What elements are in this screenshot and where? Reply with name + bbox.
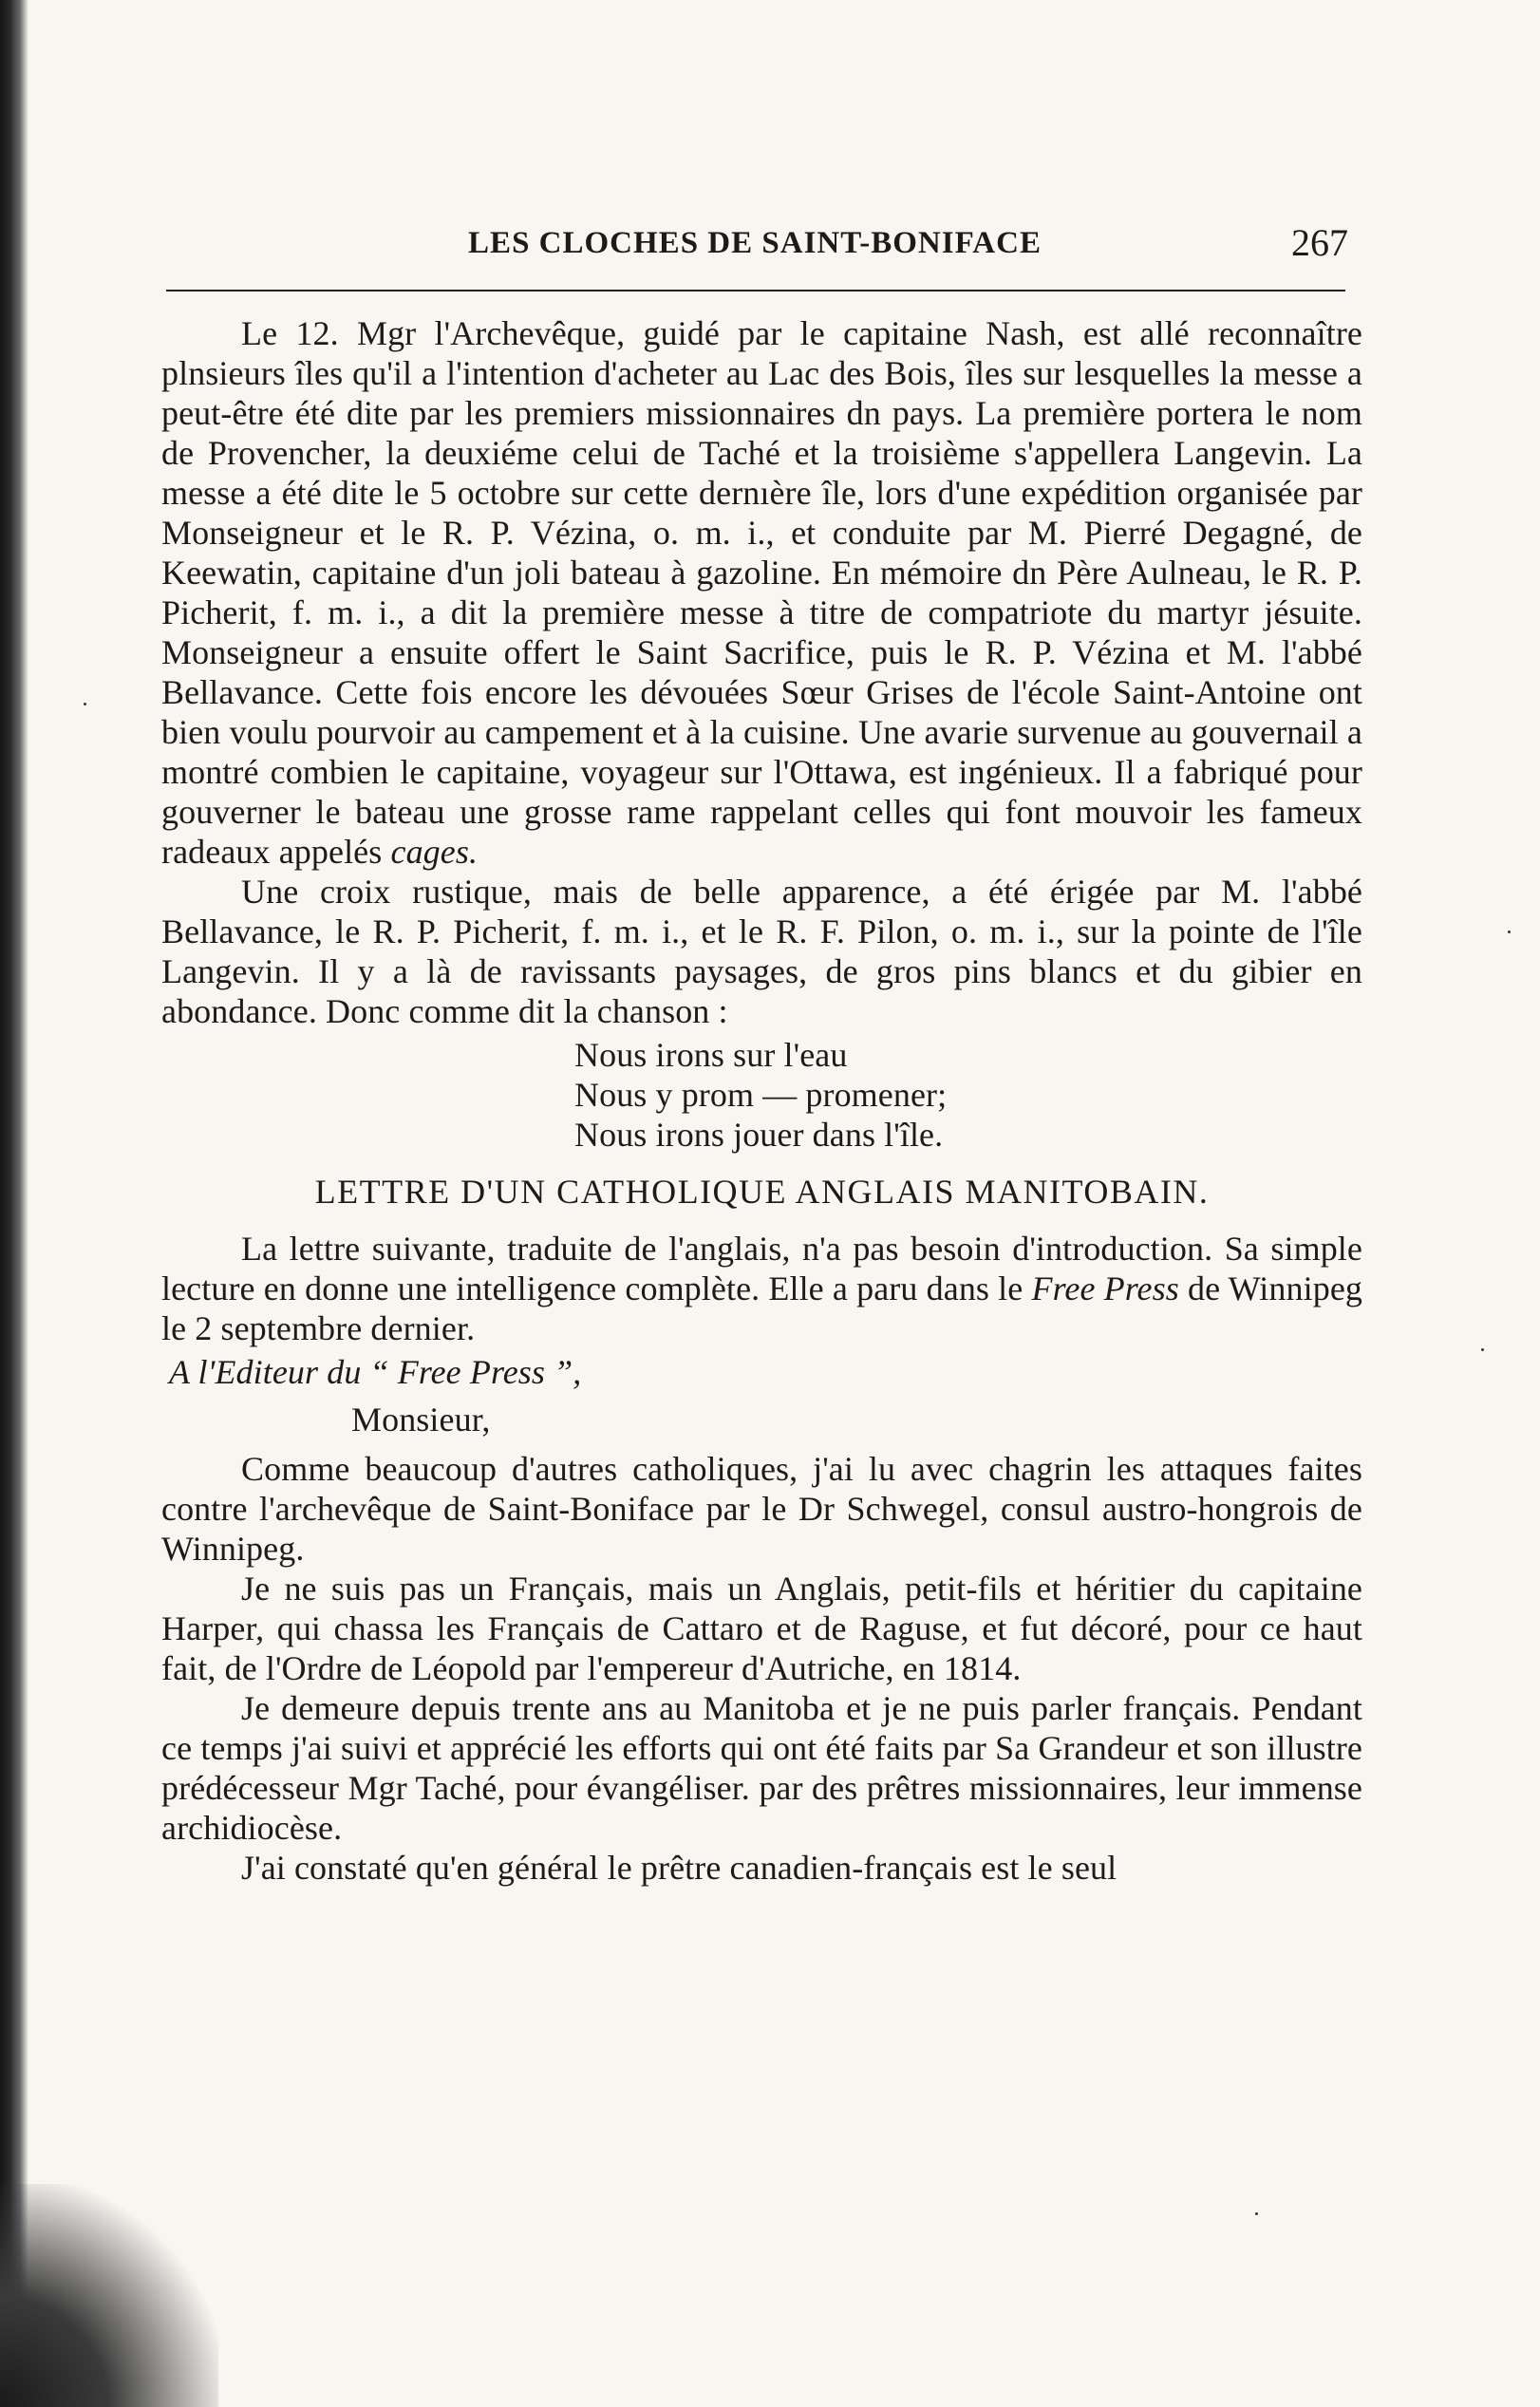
paragraph-4: Comme beaucoup d'autres catholiques, j'ai lu avec chagrin les attaques faites contre l'archevêque de Saint-Boniface par le Dr Schwegel, consul austro-hongrois de Winnipeg. (161, 1450, 1362, 1568)
paper-speck (1481, 1348, 1484, 1351)
paragraph-2: Une croix rustique, mais de belle apparence, a été érigée par M. l'abbé Bellavance, le R. P. Picherit, f. m. i., et le R. F. Pilon, o. m. i., sur la pointe de l'île Langevin. Il y a là de ravissants paysages, de gros pins blancs et du gibier en abondance. Donc comme dit la chanson : (161, 873, 1362, 1030)
paper-speck (1255, 2212, 1258, 2215)
paragraph-5: Je ne suis pas un Français, mais un Anglais, petit-fils et héritier du capitaine Harper, qui chassa les Français de Cattaro et de Raguse, et fut décoré, pour ce haut fait, de l'Ordre de Léopold par l'empereur d'Autriche, en 1814. (161, 1570, 1362, 1687)
page-header (161, 220, 1348, 277)
paragraph-1-italic: cages. (390, 833, 479, 871)
paragraph-3-text-b: de Winnipeg le 2 septembre dernier. (161, 1269, 1362, 1347)
page-corner-shadow (0, 2184, 218, 2407)
salutation: Monsieur, (351, 1401, 491, 1439)
header-rule (166, 290, 1345, 291)
paragraph-3-text-a: La lettre suivante, traduite de l'anglais, n'a pas besoin d'introduction. Sa simple lecture en donne une intelligence complète. Elle a paru dans le (161, 1230, 1362, 1307)
paragraph-7: J'ai constaté qu'en général le prêtre canadien-français est le seul (241, 1849, 1117, 1887)
song-verse (574, 1035, 1362, 1155)
paper-speck (1508, 931, 1511, 933)
paragraph-6: Je demeure depuis trente ans au Manitoba et je ne puis parler français. Pendant ce temps j'ai suivi et apprécié les efforts qui ont été faits par Sa Grandeur et son illustre prédécesseur Mgr Taché, pour évangéliser. par des prêtres missionnaires, leur immense archidiocèse. (161, 1689, 1362, 1847)
paragraph-3-italic: Free Press (1031, 1269, 1179, 1307)
book-spine-shadow (0, 0, 28, 2407)
paragraph-3 (161, 1229, 1362, 1348)
page-body (161, 313, 1362, 1888)
paper-speck (84, 703, 86, 705)
salutation-addressee: A l'Editeur du “ Free Press ”, (169, 1353, 582, 1391)
verse-line-2: Nous y prom — promener; (574, 1076, 948, 1114)
paragraph-1 (161, 313, 1362, 872)
verse-line-3: Nous irons jouer dans l'île. (574, 1116, 944, 1154)
verse-line-1: Nous irons sur l'eau (574, 1036, 848, 1074)
page-number: 267 (1291, 221, 1348, 264)
section-title: LETTRE D'UN CATHOLIQUE ANGLAIS MANITOBAIN. (314, 1173, 1210, 1211)
paragraph-1-text: Le 12. Mgr l'Archevêque, guidé par le capitaine Nash, est allé reconnaître plnsieurs îles qu'il a l'intention d'acheter au Lac des Bois, îles sur lesquelles la messe a peut-être été dite par les premiers missionnaires dn pays. La première portera le nom de Provencher, la deuxiéme celui de Taché et la troisième s'appellera Langevin. La messe a été dite le 5 octobre sur cette dernıère île, lors d'une expédition organisée par Monseigneur et le R. P. Vézina, o. m. i., et conduite par M. Pierré Degagné, de Keewatin, capitaine d'un joli bateau à gazoline. En mémoire dn Père Aulneau, le R. P. Picherit, f. m. i., a dit la première messe à titre de compatriote du martyr jésuite. Monseigneur a ensuite offert le Saint Sacrifice, puis le R. P. Vézina et M. l'abbé Bellavance. Cette fois encore les dévouées Sœur Grises de l'école Saint-Antoine ont bien voulu pourvoir au campement et à la cuisine. Une avarie survenue au gouvernail a montré combien le capitaine, voyageur sur l'Ottawa, est ingénieux. Il a fabriqué pour gouverner le bateau une grosse rame rappelant celles qui font mouvoir les fameux radeaux appelés (161, 314, 1362, 871)
running-head: LES CLOCHES DE SAINT-BONIFACE (468, 226, 1042, 260)
